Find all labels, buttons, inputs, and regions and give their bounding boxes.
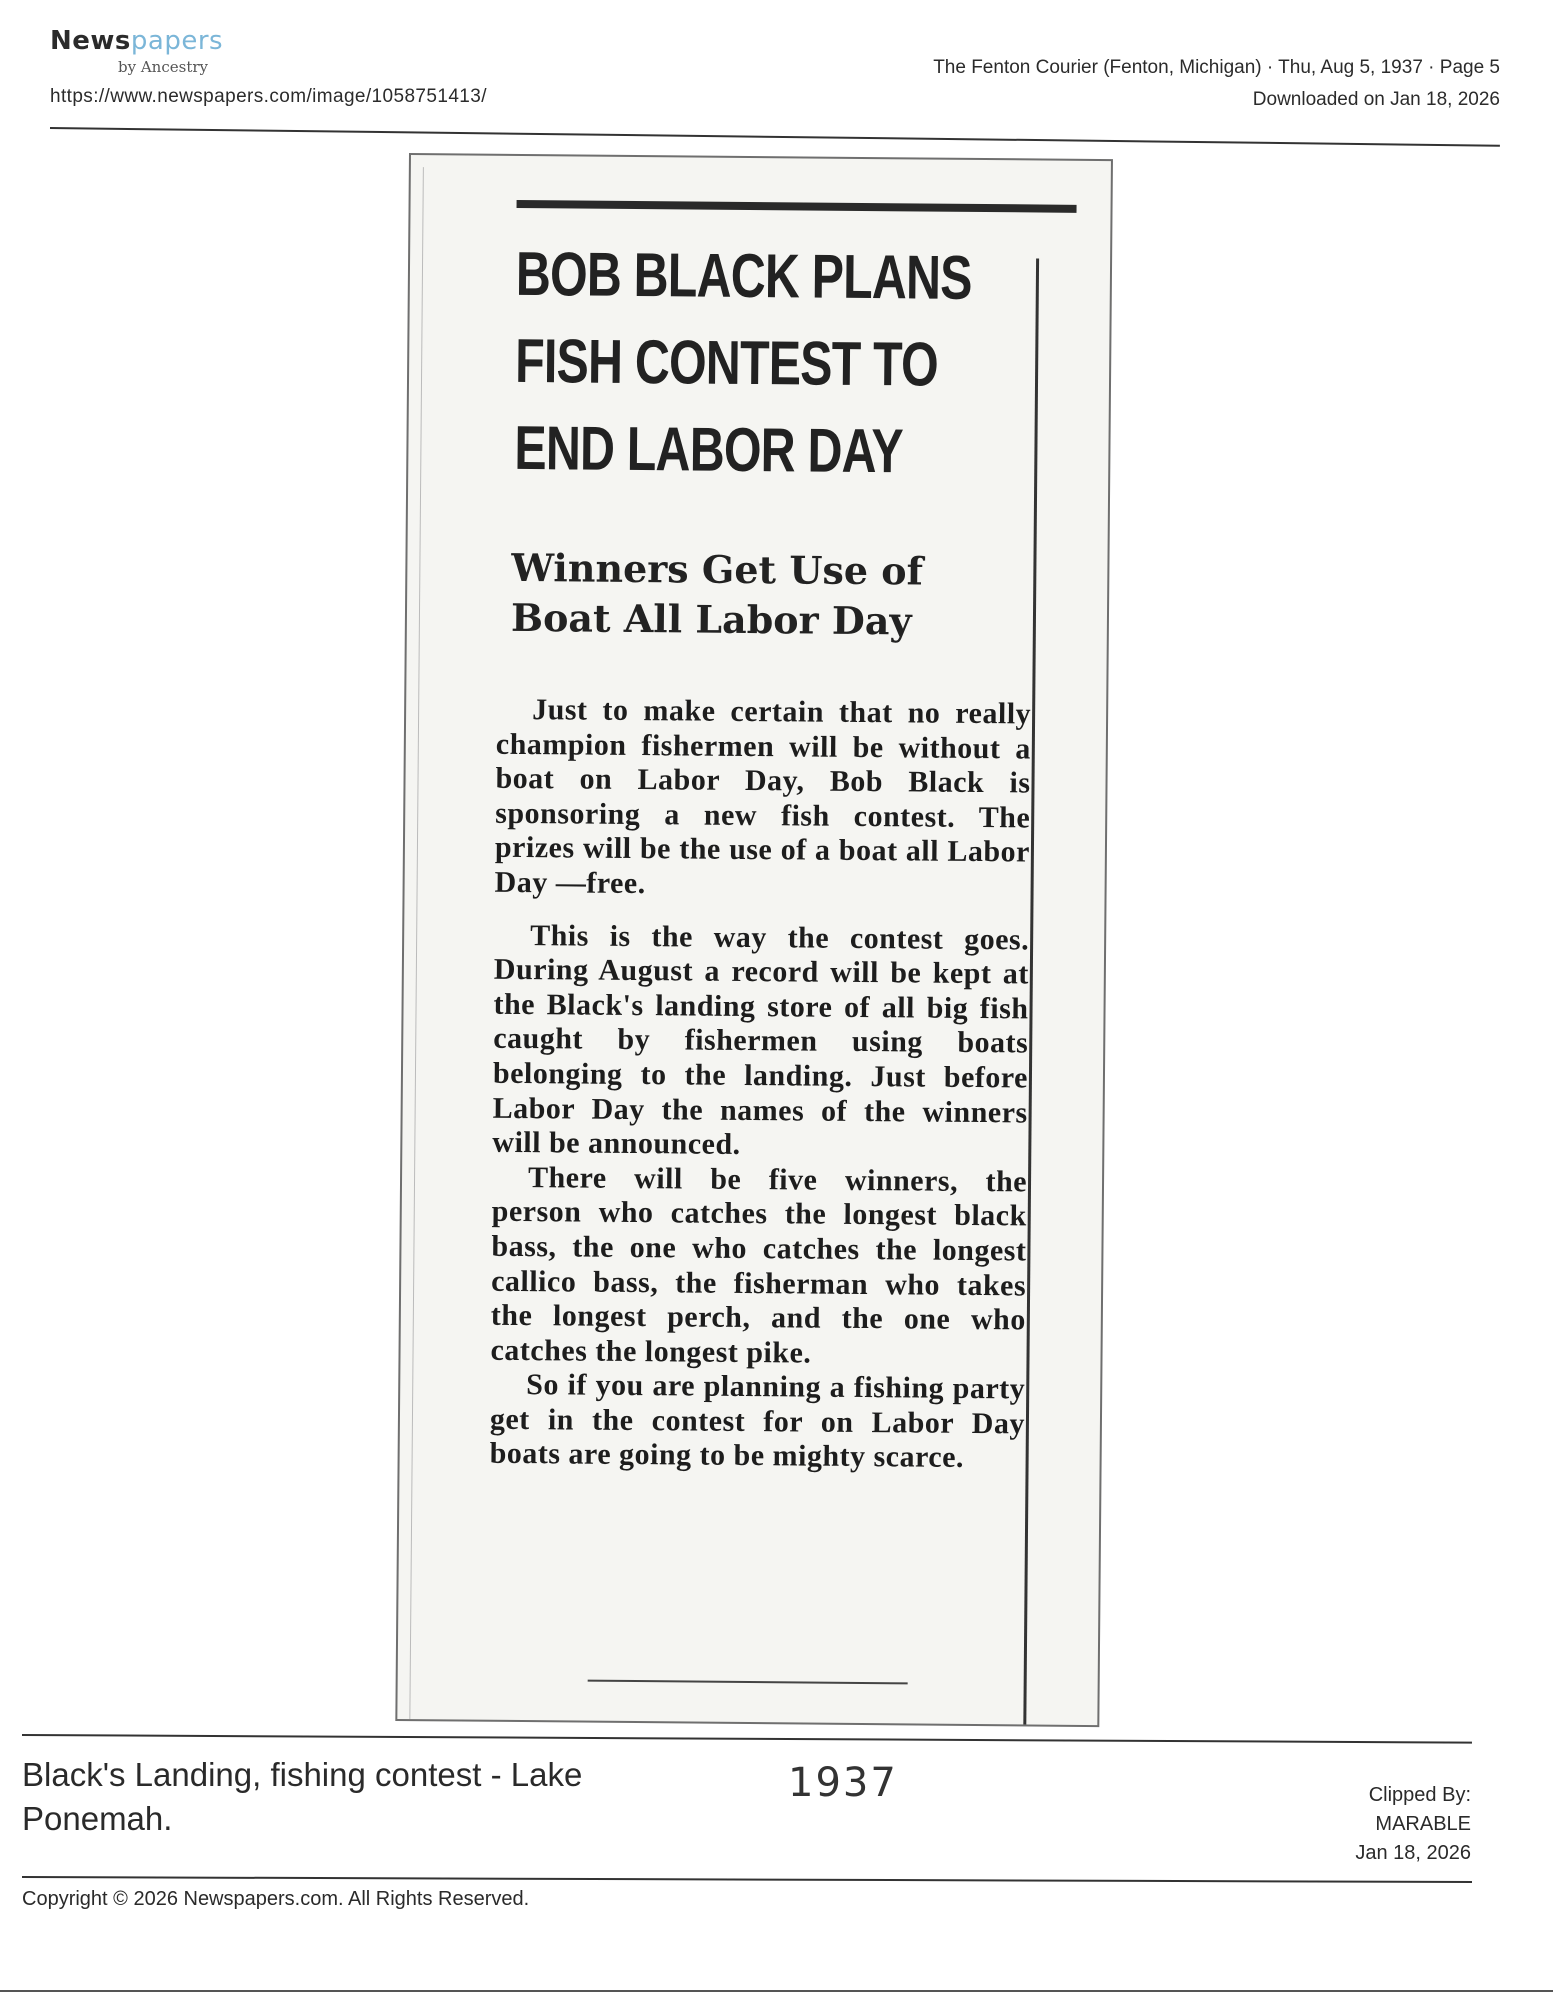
handwritten-year: 1937: [788, 1760, 898, 1806]
article-paragraph: This is the way the contest goes. During August a record will be kept at the Black's landing store of all big fish caught by fishermen using boats belonging to the landing. Just before Labor Day the names of the winners will be announced.: [492, 918, 1030, 1162]
publication-title: The Fenton Courier (Fenton, Michigan) · Thu, Aug 5, 1937 · Page 5: [933, 57, 1500, 78]
clipping-caption: Black's Landing, fishing contest - Lake Ponemah.: [22, 1756, 583, 1837]
newspapers-logo[interactable]: [50, 26, 223, 56]
image-url-link[interactable]: https://www.newspapers.com/image/1058751413/: [50, 86, 487, 107]
copyright-notice: Copyright © 2026 Newspapers.com. All Rights Reserved.: [22, 1888, 530, 1910]
headline-line: FISH CONTEST TO: [514, 326, 939, 400]
headline-line: BOB BLACK PLANS: [515, 239, 973, 313]
article-paragraph: There will be five winners, the person who catches the longest black bass, the one who catches the longest callico bass, the fisherman who takes the longest perch, and the one who catches the longest pike.: [490, 1160, 1028, 1370]
headline-line: END LABOR DAY: [514, 413, 904, 487]
clipped-by-info: [1355, 1781, 1471, 1868]
article-subhead: [511, 543, 923, 647]
clipped-date: Jan 18, 2026: [1355, 1842, 1471, 1864]
newspaper-clipping: [395, 153, 1113, 1727]
article-headline: [514, 231, 973, 496]
subhead-line: Boat All Labor Day: [510, 594, 912, 644]
copyright-divider: [22, 1876, 1472, 1883]
clipped-by-label: Clipped By:: [1368, 1784, 1471, 1806]
subhead-line: Winners Get Use of: [511, 544, 924, 594]
logo-ancestry-subtext: by Ancestry: [118, 58, 208, 76]
header-divider: [50, 127, 1500, 147]
publication-info: [933, 52, 1500, 116]
logo-text-accent: papers: [130, 26, 224, 56]
footer-divider: [22, 1734, 1472, 1744]
article-paragraph: So if you are planning a fishing party get in the contest for on Labor Day boats are going to be mighty scarce.: [489, 1368, 1026, 1475]
article-paragraph: Just to make certain that no really champion fishermen will be without a boat on Labor Day, Bob Black is sponsoring a new fish contest. The prizes will be the use of a boat all Labor Day —free.: [494, 693, 1032, 901]
logo-text-main: News: [50, 26, 131, 56]
page-bottom-rule: [0, 1990, 1553, 1992]
clipped-by-user[interactable]: MARABLE: [1375, 1813, 1471, 1835]
article-body: [489, 693, 1031, 1477]
download-date: Downloaded on Jan 18, 2026: [1252, 89, 1500, 110]
